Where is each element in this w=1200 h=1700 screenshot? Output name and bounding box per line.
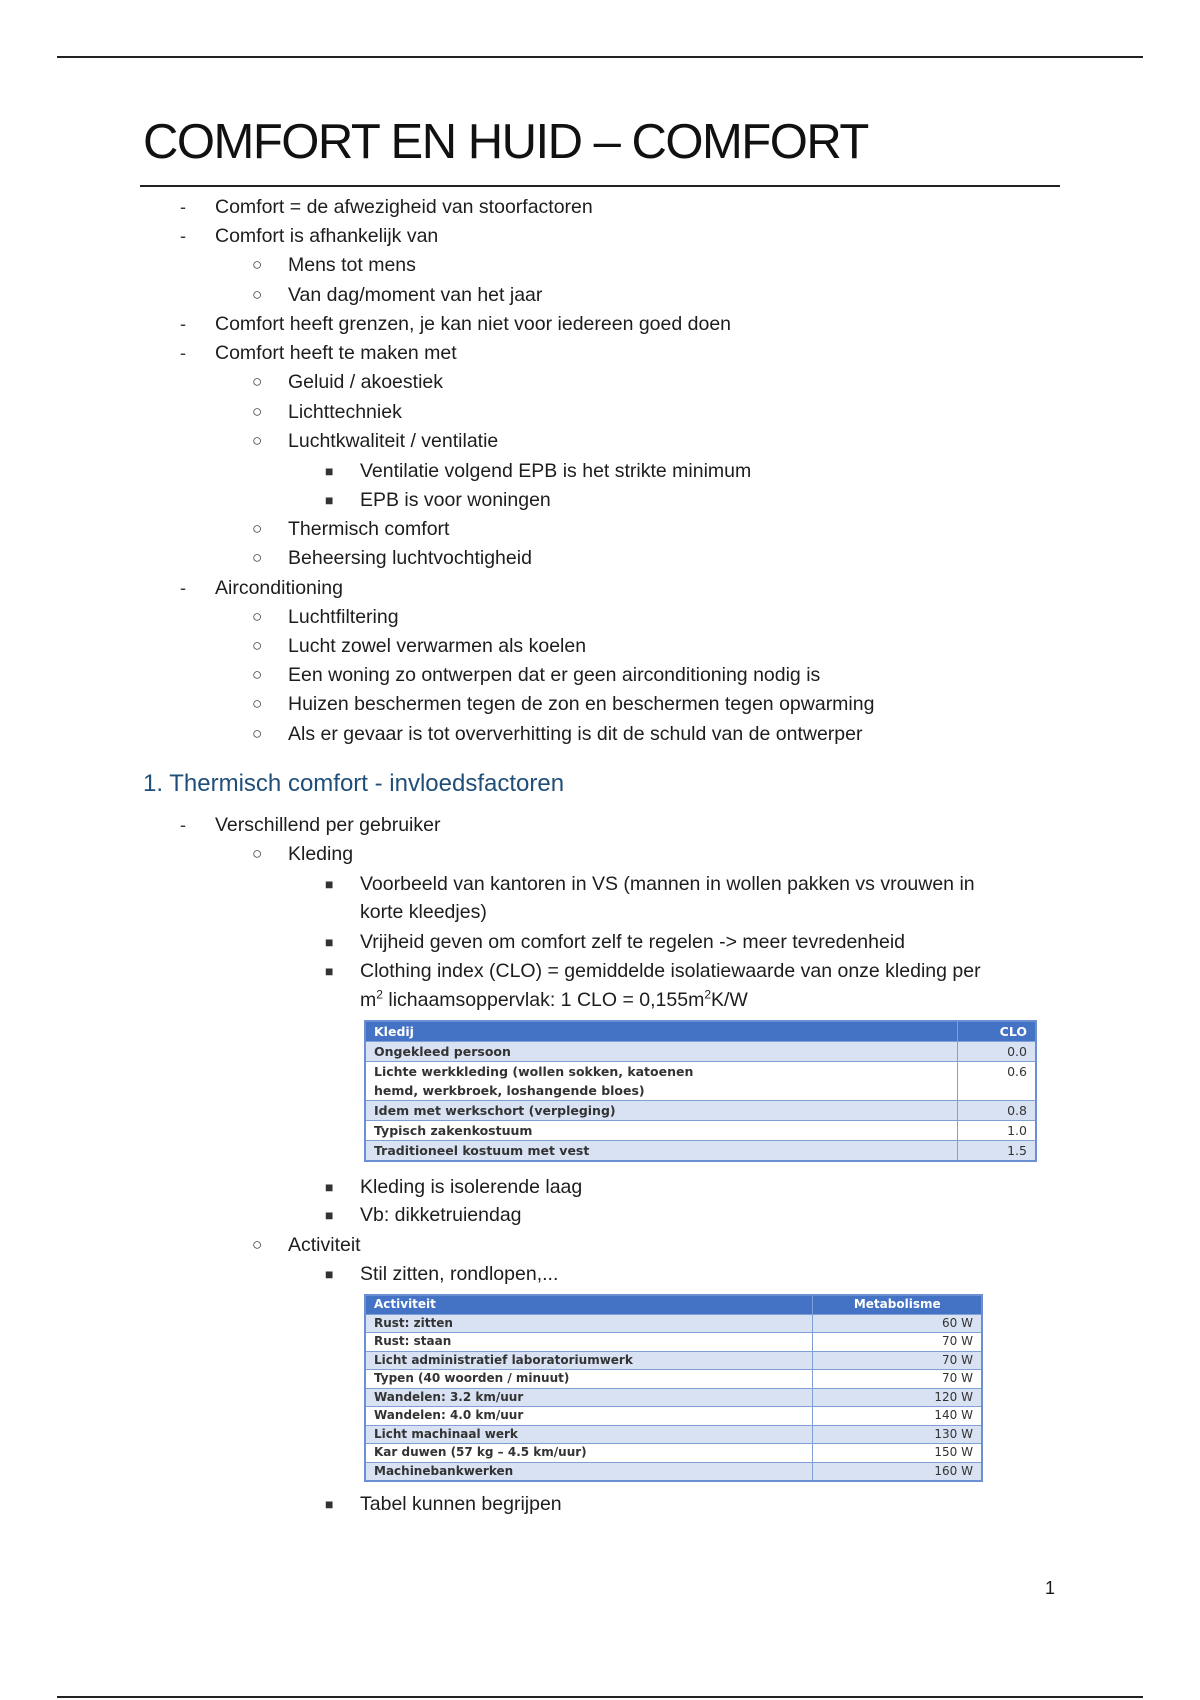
table-cell: Typen (40 woorden / minuut) bbox=[365, 1370, 813, 1389]
table-cell: 70 W bbox=[813, 1333, 982, 1352]
table-header: Metabolisme bbox=[813, 1295, 982, 1314]
table-cell: 60 W bbox=[813, 1314, 982, 1333]
circle-bullet-icon: ○ bbox=[252, 431, 263, 450]
dash-bullet-icon: - bbox=[180, 343, 186, 363]
table-cell: 70 W bbox=[813, 1351, 982, 1370]
list-item: Kleding bbox=[288, 843, 354, 865]
circle-bullet-icon: ○ bbox=[252, 607, 263, 626]
table-cell: Wandelen: 4.0 km/uur bbox=[365, 1407, 813, 1426]
table-cell: 0.0 bbox=[957, 1042, 1036, 1062]
table-row bbox=[365, 1062, 1036, 1101]
list-item: Luchtkwaliteit / ventilatie bbox=[288, 430, 499, 452]
page-bottom-rule bbox=[57, 1696, 1143, 1698]
square-bullet-icon: ■ bbox=[325, 1266, 334, 1282]
dash-bullet-icon: - bbox=[180, 815, 186, 835]
table-row bbox=[365, 1370, 982, 1389]
unit-text: K/W bbox=[711, 989, 748, 1011]
superscript: 2 bbox=[704, 987, 711, 1002]
activity-table bbox=[364, 1294, 983, 1482]
table-cell: Licht machinaal werk bbox=[365, 1425, 813, 1444]
circle-bullet-icon: ○ bbox=[252, 548, 263, 567]
table-row bbox=[365, 1141, 1036, 1162]
circle-bullet-icon: ○ bbox=[252, 724, 263, 743]
table-cell bbox=[365, 1062, 957, 1101]
list-item: Vrijheid geven om comfort zelf te regelen -> meer tevredenheid bbox=[360, 931, 906, 953]
table-row bbox=[365, 1444, 982, 1463]
list-item: Als er gevaar is tot oververhitting is dit de schuld van de ontwerper bbox=[288, 723, 863, 745]
list-item: Luchtfiltering bbox=[288, 606, 399, 628]
unit-text: lichaamsoppervlak: 1 CLO = 0,155m bbox=[382, 989, 705, 1011]
circle-bullet-icon: ○ bbox=[252, 694, 263, 713]
circle-bullet-icon: ○ bbox=[252, 519, 263, 538]
circle-bullet-icon: ○ bbox=[252, 665, 263, 684]
square-bullet-icon: ■ bbox=[325, 1207, 334, 1223]
list-item: Verschillend per gebruiker bbox=[215, 814, 441, 836]
table-cell: 150 W bbox=[813, 1444, 982, 1463]
list-item: Comfort = de afwezigheid van stoorfactoren bbox=[215, 196, 593, 218]
table-cell: 120 W bbox=[813, 1388, 982, 1407]
list-item: EPB is voor woningen bbox=[360, 489, 551, 511]
table-row bbox=[365, 1314, 982, 1333]
table-cell: 130 W bbox=[813, 1425, 982, 1444]
square-bullet-icon: ■ bbox=[325, 963, 334, 979]
square-bullet-icon: ■ bbox=[325, 1496, 334, 1512]
square-bullet-icon: ■ bbox=[325, 876, 334, 892]
page-top-rule bbox=[57, 56, 1143, 58]
list-item: Kleding is isolerende laag bbox=[360, 1176, 583, 1198]
section-heading: 1. Thermisch comfort - invloedsfactoren bbox=[143, 770, 565, 797]
list-item: Een woning zo ontwerpen dat er geen airconditioning nodig is bbox=[288, 664, 821, 686]
table-row bbox=[365, 1333, 982, 1352]
title-underline bbox=[140, 185, 1060, 187]
table-header: Kledij bbox=[365, 1021, 957, 1042]
table-cell: Typisch zakenkostuum bbox=[365, 1121, 957, 1141]
page-number: 1 bbox=[1045, 1578, 1056, 1598]
list-item: Huizen beschermen tegen de zon en beschermen tegen opwarming bbox=[288, 693, 875, 715]
list-item: Lichttechniek bbox=[288, 401, 402, 423]
table-cell: Rust: zitten bbox=[365, 1314, 813, 1333]
square-bullet-icon: ■ bbox=[325, 934, 334, 950]
list-item: Thermisch comfort bbox=[288, 518, 450, 540]
table-cell: 1.0 bbox=[957, 1121, 1036, 1141]
list-item: Tabel kunnen begrijpen bbox=[360, 1493, 562, 1515]
square-bullet-icon: ■ bbox=[325, 463, 334, 479]
table-row bbox=[365, 1407, 982, 1426]
table-cell: Traditioneel kostuum met vest bbox=[365, 1141, 957, 1162]
table-row bbox=[365, 1042, 1036, 1062]
table-cell: 0.6 bbox=[957, 1062, 1036, 1101]
list-item: Beheersing luchtvochtigheid bbox=[288, 547, 532, 569]
list-item: Geluid / akoestiek bbox=[288, 371, 444, 393]
superscript: 2 bbox=[376, 987, 383, 1002]
table-row bbox=[365, 1101, 1036, 1121]
table-cell: Kar duwen (57 kg – 4.5 km/uur) bbox=[365, 1444, 813, 1463]
list-item: Comfort heeft grenzen, je kan niet voor iedereen goed doen bbox=[215, 313, 732, 335]
table-row bbox=[365, 1388, 982, 1407]
cell-line: Lichte werkkleding (wollen sokken, katoenen bbox=[374, 1064, 694, 1079]
unit-text: m bbox=[360, 989, 377, 1011]
dash-bullet-icon: - bbox=[180, 226, 186, 246]
list-item: Voorbeeld van kantoren in VS (mannen in wollen pakken vs vrouwen in bbox=[360, 873, 975, 895]
list-item: Comfort is afhankelijk van bbox=[215, 225, 439, 247]
square-bullet-icon: ■ bbox=[325, 1179, 334, 1195]
circle-bullet-icon: ○ bbox=[252, 844, 263, 863]
list-item: Vb: dikketruiendag bbox=[360, 1204, 522, 1226]
table-row bbox=[365, 1425, 982, 1444]
circle-bullet-icon: ○ bbox=[252, 1235, 263, 1254]
list-item-continuation: korte kleedjes) bbox=[360, 901, 487, 923]
table-cell: 140 W bbox=[813, 1407, 982, 1426]
table-header: CLO bbox=[957, 1021, 1036, 1042]
cell-line: hemd, werkbroek, loshangende bloes) bbox=[374, 1083, 645, 1098]
table-row bbox=[365, 1351, 982, 1370]
table-cell: Ongekleed persoon bbox=[365, 1042, 957, 1062]
list-item: Clothing index (CLO) = gemiddelde isolatiewaarde van onze kleding per bbox=[360, 960, 981, 982]
table-row bbox=[365, 1462, 982, 1481]
table-cell: 1.5 bbox=[957, 1141, 1036, 1162]
table-cell: Rust: staan bbox=[365, 1333, 813, 1352]
circle-bullet-icon: ○ bbox=[252, 255, 263, 274]
list-item: Activiteit bbox=[288, 1234, 361, 1256]
table-header: Activiteit bbox=[365, 1295, 813, 1314]
table-cell: Machinebankwerken bbox=[365, 1462, 813, 1481]
table-cell: 160 W bbox=[813, 1462, 982, 1481]
table-cell: 0.8 bbox=[957, 1101, 1036, 1121]
circle-bullet-icon: ○ bbox=[252, 285, 263, 304]
list-item: Ventilatie volgend EPB is het strikte minimum bbox=[360, 460, 752, 482]
list-item: Comfort heeft te maken met bbox=[215, 342, 457, 364]
list-item: Van dag/moment van het jaar bbox=[288, 284, 543, 306]
list-item: Mens tot mens bbox=[288, 254, 416, 276]
list-item-continuation bbox=[360, 988, 748, 1012]
table-cell: 70 W bbox=[813, 1370, 982, 1389]
table-cell: Licht administratief laboratoriumwerk bbox=[365, 1351, 813, 1370]
list-item: Stil zitten, rondlopen,... bbox=[360, 1263, 559, 1285]
square-bullet-icon: ■ bbox=[325, 492, 334, 508]
circle-bullet-icon: ○ bbox=[252, 372, 263, 391]
circle-bullet-icon: ○ bbox=[252, 402, 263, 421]
list-item: Lucht zowel verwarmen als koelen bbox=[288, 635, 587, 657]
table-cell: Wandelen: 3.2 km/uur bbox=[365, 1388, 813, 1407]
table-cell: Idem met werkschort (verpleging) bbox=[365, 1101, 957, 1121]
list-item: Airconditioning bbox=[215, 577, 343, 599]
table-row bbox=[365, 1121, 1036, 1141]
page-title: COMFORT EN HUID – COMFORT bbox=[143, 115, 868, 169]
clo-table bbox=[364, 1020, 1037, 1162]
dash-bullet-icon: - bbox=[180, 314, 186, 334]
circle-bullet-icon: ○ bbox=[252, 636, 263, 655]
dash-bullet-icon: - bbox=[180, 197, 186, 217]
dash-bullet-icon: - bbox=[180, 578, 186, 598]
